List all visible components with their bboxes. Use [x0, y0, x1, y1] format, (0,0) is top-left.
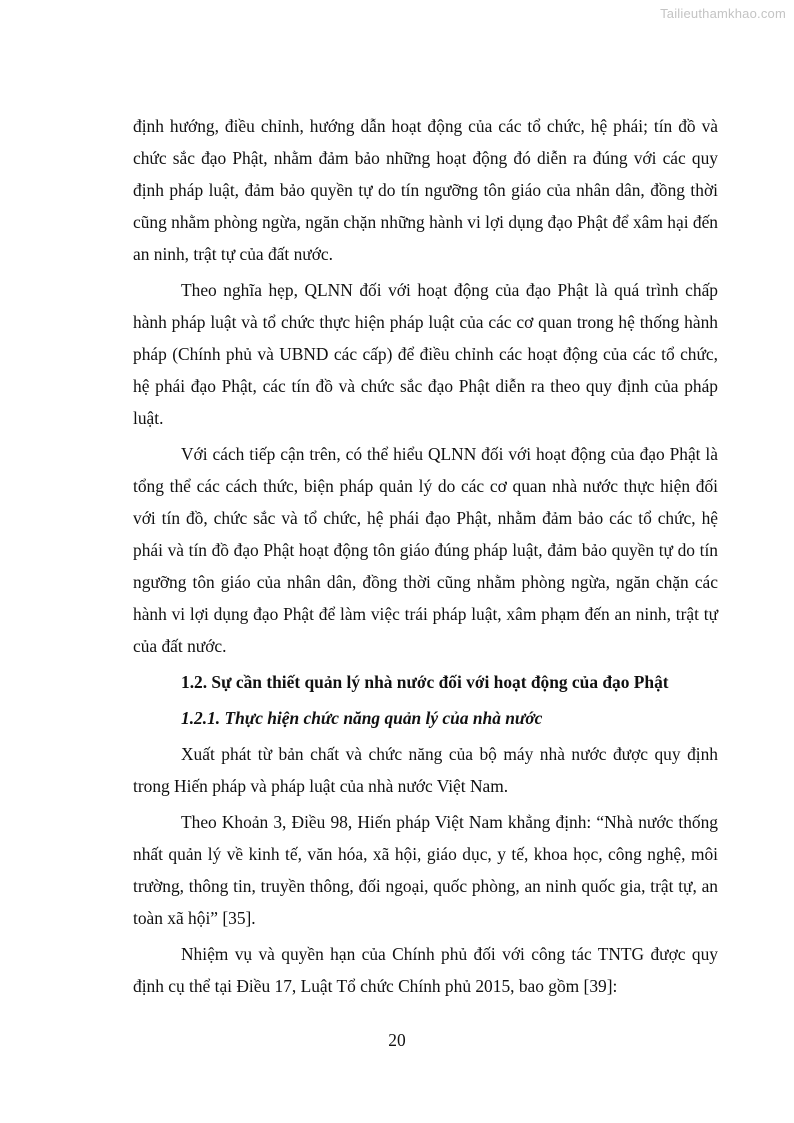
paragraph-1: định hướng, điều chỉnh, hướng dẫn hoạt động của các tổ chức, hệ phái; tín đồ và chức sắc đạo Phật, nhằm đảm bảo những hoạt động đó diễn ra đúng với các quy định pháp luật, đảm bảo quyền tự do tín ngưỡng tôn giáo của nhân dân, đồng thời cũng nhằm phòng ngừa, ngăn chặn những hành vi lợi dụng đạo Phật để xâm hại đến an ninh, trật tự của đất nước. [133, 116, 718, 264]
section-heading: 1.2. Sự cần thiết quản lý nhà nước đối với hoạt động của đạo Phật [181, 672, 669, 692]
paragraph-3: Với cách tiếp cận trên, có thể hiểu QLNN đối với hoạt động của đạo Phật là tổng thể các cách thức, biện pháp quản lý do các cơ quan nhà nước thực hiện đối với tín đồ, chức sắc và tổ chức, hệ phái đạo Phật, nhằm đảm bảo các tổ chức, hệ phái và tín đồ đạo Phật hoạt động tôn giáo đúng pháp luật, đảm bảo quyền tự do tín ngưỡng tôn giáo của nhân dân, đồng thời cũng nhằm phòng ngừa, ngăn chặn các hành vi lợi dụng đạo Phật để làm việc trái pháp luật, xâm phạm đến an ninh, trật tự của đất nước. [133, 444, 718, 656]
paragraph-2: Theo nghĩa hẹp, QLNN đối với hoạt động của đạo Phật là quá trình chấp hành pháp luật và tổ chức thực hiện pháp luật của các cơ quan trong hệ thống hành pháp (Chính phủ và UBND các cấp) để điều chỉnh các hoạt động của các tổ chức, hệ phái đạo Phật, các tín đồ và chức sắc đạo Phật diễn ra theo quy định của pháp luật. [133, 280, 718, 428]
paragraph-6: Nhiệm vụ và quyền hạn của Chính phủ đối với công tác TNTG được quy định cụ thể tại Điều 17, Luật Tổ chức Chính phủ 2015, bao gồm [39]: [133, 944, 718, 996]
watermark: Tailieuthamkhao.com [660, 6, 786, 21]
page-number: 20 [388, 1030, 406, 1050]
page-body [133, 110, 718, 1006]
subsection-heading: 1.2.1. Thực hiện chức năng quản lý của nhà nước [181, 708, 543, 728]
paragraph-4: Xuất phát từ bản chất và chức năng của bộ máy nhà nước được quy định trong Hiến pháp và pháp luật của nhà nước Việt Nam. [133, 744, 718, 796]
paragraph-5: Theo Khoản 3, Điều 98, Hiến pháp Việt Nam khẳng định: “Nhà nước thống nhất quản lý về kinh tế, văn hóa, xã hội, giáo dục, y tế, khoa học, công nghệ, môi trường, thông tin, truyền thông, đối ngoại, quốc phòng, an ninh quốc gia, trật tự, an toàn xã hội” [35]. [133, 812, 718, 928]
